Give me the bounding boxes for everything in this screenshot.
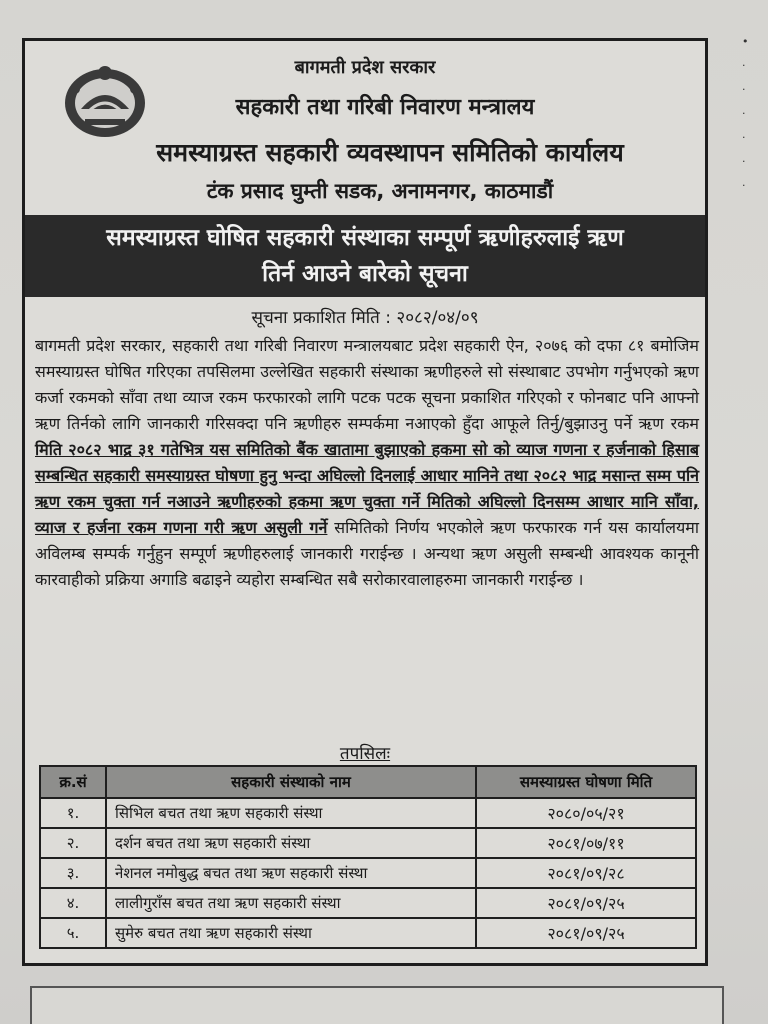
notice-header xyxy=(25,41,705,213)
table-row xyxy=(40,858,696,888)
notice-body xyxy=(35,333,699,593)
row-serial: ३. xyxy=(40,858,106,888)
next-article-box xyxy=(30,986,724,1024)
tapasil-heading: तपसिलः xyxy=(339,744,391,764)
office-name: समस्याग्रस्त सहकारी व्यवस्थापन समितिको कार्यालय xyxy=(156,138,624,167)
notice-box xyxy=(22,38,708,966)
row-date: २०८०/०५/२१ xyxy=(476,798,696,828)
table-row xyxy=(40,888,696,918)
row-date: २०८१/०९/२८ xyxy=(476,858,696,888)
header-serial: क्र.सं xyxy=(40,766,106,798)
office-address: टंक प्रसाद घुम्ती सडक, अनामनगर, काठमाडौं xyxy=(206,179,554,203)
row-date: २०८१/०७/११ xyxy=(476,828,696,858)
government-name: बागमती प्रदेश सरकार xyxy=(294,57,436,78)
notice-title-banner xyxy=(25,215,705,297)
body-text-part1: बागमती प्रदेश सरकार, सहकारी तथा गरिबी निवारण मन्त्रालयबाट प्रदेश सहकारी ऐन, २०७६ को दफा ८१ बमोजिम समस्याग्रस्त घोषित गरिएका तपसिलमा उल्लेखित सहकारी संस्थाका ऋणीहरुले सो संस्थाबाट उपभोग गर्नुभएको ऋण कर्जा रकमको साँवा तथा व्याज रकम फरफारको लागि पटक पटक सूचना प्रकाशित गरिएको र फोनबाट पनि आफ्नो ऋण तिर्नको लागि जानकारी गरिसक्दा पनि ऋणीहरु सम्पर्कमा नआएको हुँदा आफूले तिर्नु/बुझाउनु पर्ने ऋण रकम xyxy=(35,336,699,433)
row-name: सुमेरु बचत तथा ऋण सहकारी संस्था xyxy=(106,918,476,948)
row-serial: ४. xyxy=(40,888,106,918)
row-name: दर्शन बचत तथा ऋण सहकारी संस्था xyxy=(106,828,476,858)
table-row xyxy=(40,828,696,858)
body-text-part2: समितिको निर्णय भएकोले ऋण फरफारक गर्न यस कार्यालयमा अविलम्ब सम्पर्क गर्नुहुन सम्पूर्ण ऋणीहरुलाई जानकारी गराईन्छ । अन्यथा ऋण असुली सम्बन्धी आवश्यक कानूनी कारवाहीको प्रक्रिया अगाडि बढाइने व्यहोरा सम्बन्धित सबै सरोकारवालाहरुमा जानकारी गराईन्छ । xyxy=(35,518,699,589)
row-date: २०८१/०९/२५ xyxy=(476,918,696,948)
notice-title-line1: समस्याग्रस्त घोषित सहकारी संस्थाका सम्पूर्ण ऋणीहरुलाई ऋण xyxy=(106,225,624,251)
row-date: २०८१/०९/२५ xyxy=(476,888,696,918)
published-date: सूचना प्रकाशित मिति : २०८२/०४/०९ xyxy=(251,308,479,328)
adjacent-column-fragment: • · · · · · · xyxy=(742,35,749,192)
row-name: लालीगुराँस बचत तथा ऋण सहकारी संस्था xyxy=(106,888,476,918)
header-date: समस्याग्रस्त घोषणा मिति xyxy=(476,766,696,798)
table-row xyxy=(40,798,696,828)
row-serial: १. xyxy=(40,798,106,828)
row-serial: २. xyxy=(40,828,106,858)
notice-title-line2: तिर्न आउने बारेको सूचना xyxy=(262,261,468,287)
table-row xyxy=(40,918,696,948)
header-name: सहकारी संस्थाको नाम xyxy=(106,766,476,798)
row-name: सिभिल बचत तथा ऋण सहकारी संस्था xyxy=(106,798,476,828)
cooperative-table xyxy=(39,765,697,949)
row-serial: ५. xyxy=(40,918,106,948)
body-text-underlined: मिति २०८२ भाद्र ३१ गतेभित्र यस समितिको बैंक खातामा बुझाएको हकमा सो को व्याज गणना र हर्जनाको हिसाब सम्बन्धित सहकारी समस्याग्रस्त घोषणा हुनु भन्दा अघिल्लो दिनलाई आधार मानिने तथा २०८२ भाद्र मसान्त सम्म पनि ऋण रकम चुक्ता गर्न नआउने ऋणीहरुको हकमा ऋण चुक्ता गर्ने मितिको अघिल्लो दिनसम्म आधार मानि साँवा, व्याज र हर्जना रकम गणना गरी ऋण असुली गर्ने xyxy=(35,440,699,537)
ministry-name: सहकारी तथा गरिबी निवारण मन्त्रालय xyxy=(235,95,535,120)
row-name: नेशनल नमोबुद्ध बचत तथा ऋण सहकारी संस्था xyxy=(106,858,476,888)
table-header-row xyxy=(40,766,696,798)
